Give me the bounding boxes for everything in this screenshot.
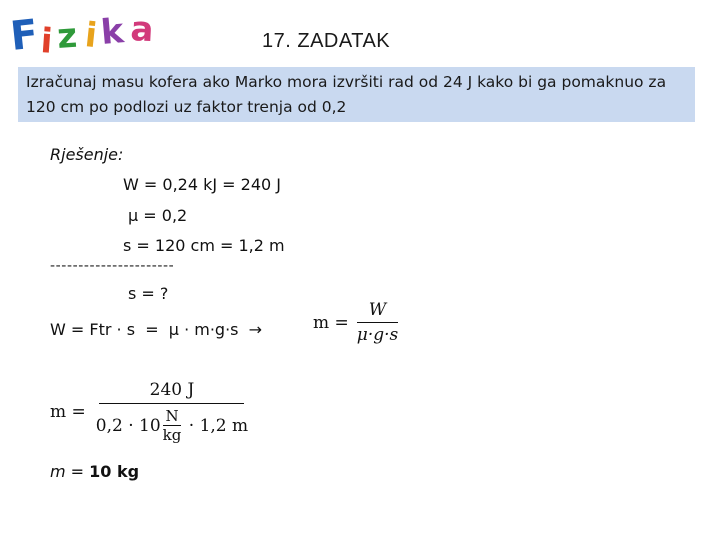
mass-formula-fraction: [357, 300, 398, 345]
calc-numerator: 240 J: [149, 380, 195, 400]
unit-numerator: N: [165, 407, 179, 425]
given-friction-coefficient: μ = 0,2: [128, 206, 188, 225]
solution-label: Rješenje:: [50, 145, 124, 164]
logo-letter: z: [55, 15, 79, 57]
logo-letter: i: [39, 21, 54, 58]
final-result: [50, 462, 139, 481]
calc-den-prefix: 0,2 · 10: [95, 415, 161, 436]
fizika-logo: [10, 6, 155, 58]
calc-fraction: [96, 380, 248, 444]
logo-letter: k: [99, 11, 126, 53]
unit-denominator: kg: [162, 426, 182, 444]
calc-lhs: m =: [50, 402, 86, 422]
result-prefix: m =: [50, 462, 90, 481]
logo-letter: a: [129, 9, 155, 51]
given-work: W = 0,24 kJ = 240 J: [123, 175, 282, 194]
calc-denominator: [96, 404, 248, 444]
unknown-quantity: s = ?: [128, 284, 169, 303]
task-statement: Izračunaj masu kofera ako Marko mora izvršiti rad od 24 J kako bi ga pomaknuo za 120 cm po podlozi uz faktor trenja od 0,2: [18, 67, 695, 122]
logo-letter: F: [10, 11, 41, 58]
fizika-logo-art: [10, 6, 155, 58]
unit-fraction: [163, 407, 182, 444]
calc-den-suffix: · 1,2 m: [183, 415, 249, 436]
page-title: 17. ZADATAK: [262, 30, 391, 52]
logo-letter: i: [83, 15, 99, 57]
mass-formula-numerator: W: [368, 300, 387, 320]
mass-calculation: [50, 380, 248, 444]
given-distance: s = 120 cm = 1,2 m: [123, 236, 285, 255]
result-value: 10 kg: [89, 462, 140, 481]
separator-line: ----------------------: [50, 258, 175, 274]
work-equation: W = Ftr · s = μ · m·g·s →: [50, 320, 263, 339]
mass-formula-lhs: m =: [313, 312, 349, 333]
mass-formula-denominator: μ·g·s: [356, 325, 399, 345]
mass-formula: [313, 300, 398, 345]
